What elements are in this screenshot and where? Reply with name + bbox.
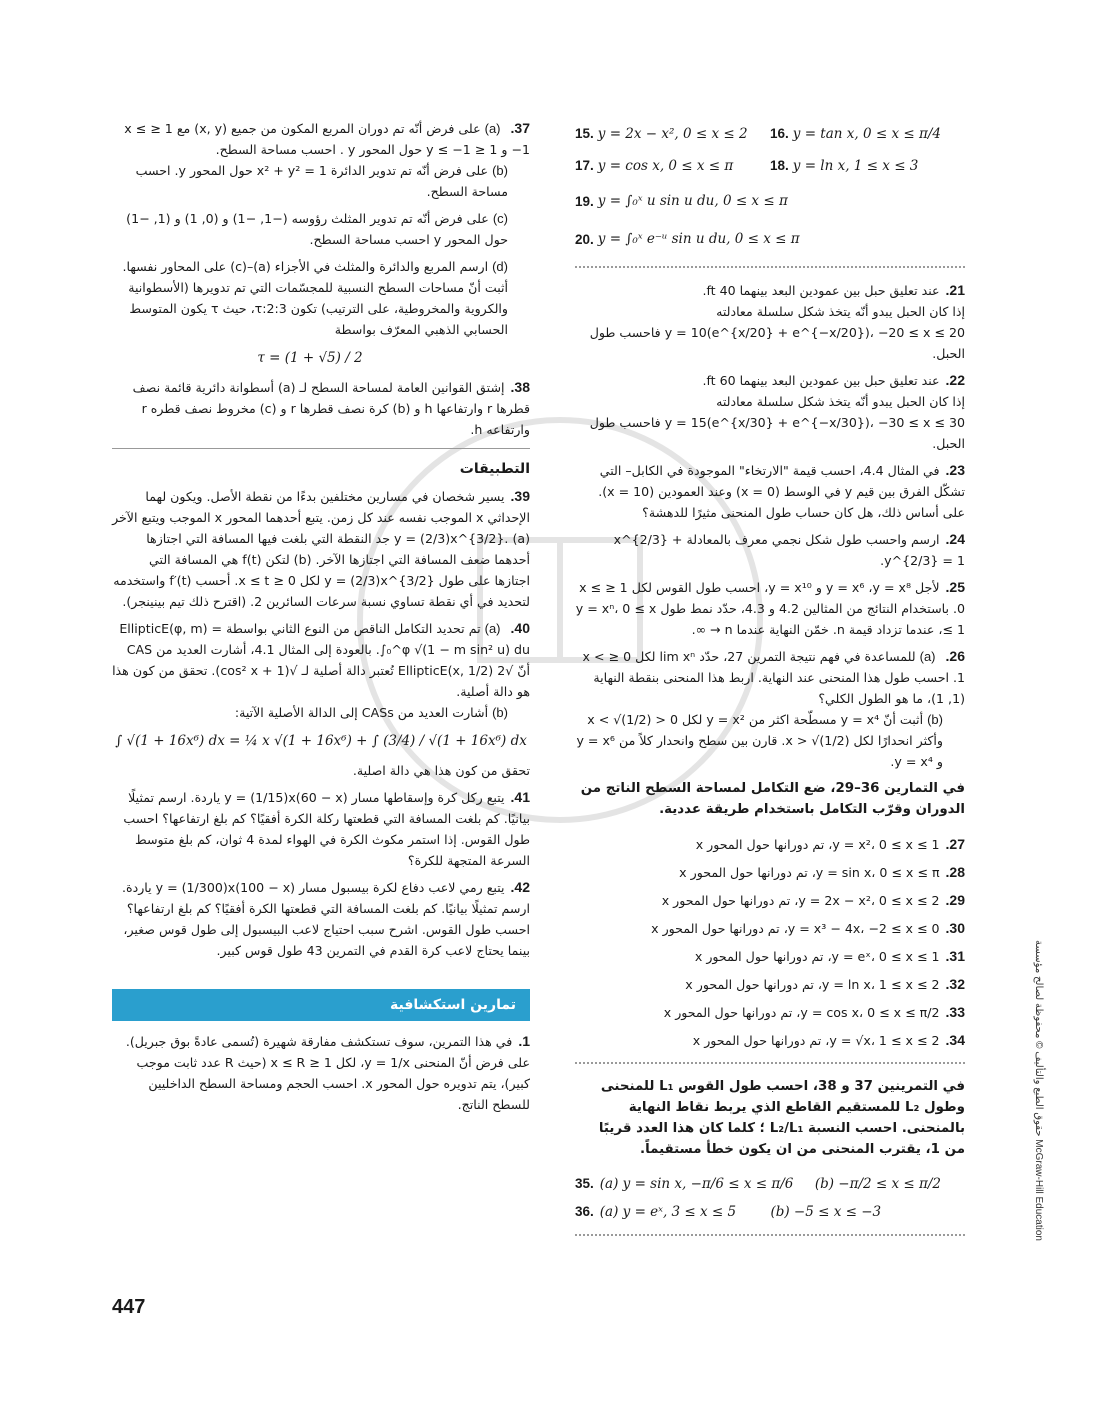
- ex-31-number: 31.: [945, 948, 965, 964]
- left-column: [112, 118, 530, 1121]
- ex-40b-tail: تحقق من كون هذا هي دالة اصلية.: [352, 763, 530, 778]
- ex-21-line-2: إذا كان الحبل يبدو أنّه يتخذ شكل سلسلة معادلته: [716, 304, 965, 319]
- ex-17-number: 17.: [575, 158, 594, 173]
- ex-37c-text: على فرض أنّه تم تدوير المثلث رؤوسه (−1, −1) و (0, 1) و (1, −1) حول المحور y احسب مساحة السطح.: [126, 211, 508, 247]
- exp-1-text: في هذا التمرين، سوف تستكشف مفارقة شهيرة (تُسمى عادةً بوق جبريل). على فرض أنّ المنحنى y = 1/x، لكل 1 ≤ x ≤ R (حيث R عدد ثابت موجب كبير)، يتم تدويره حول المحور x. احسب الحجم ومساحة السطح الداخليين للسطح الناتج.: [125, 1034, 530, 1112]
- eq-row-20: [575, 220, 965, 258]
- instructions-37-38: في التمرينين 37 و 38، احسب طول القوس L₁ للمنحنى وطول L₂ للمستقيم القاطع الذي يربط نقاط النهاية بالمنحنى. احسب النسبة L₂/L₁ ؛ كلما كان هذا العدد قريبًا من 1، يقترب المنحنى من ان يكون خطأ مستقيماً.: [598, 1079, 965, 1157]
- ex-40a-text: تم تحديد التكامل الناقص من النوع الثاني بواسطة EllipticE(φ, m) = ∫₀^φ √(1 − m sin² u) du. بالعودة إلى المثال 4.1، أشارت العديد من CAS أنّ √2 EllipticE(x, 1/2) تُعتبر دالة أصلية لـ √(1 + cos² x). تحقق من كون هذا هو دالة أصلية.: [112, 621, 530, 699]
- ex-16-number: 16.: [770, 126, 789, 141]
- ex-37d-label: (d): [492, 259, 508, 274]
- ex-26b-text: أثبت أنّ y = x⁴ مسطّحة اكثر من y = x² لكل 0 < x < √(1/2) وأكثر انحدارًا لكل x > √(1/2). قارن بين سطح وانحدار كلاً من y = x⁶ و y = x⁴.: [576, 712, 943, 769]
- ex-23-text: في المثال 4.4، احسب قيمة "الارتخاء" الموجودة في الكابل– التي تشكّل الفرق بين قيم y في الوسط (x = 0) وعند العمودين (x = 10). على أساس ذلك، هل كان حساب طول المنحنى مثيرًا للدهشة؟: [598, 463, 965, 520]
- exercise-29: [575, 886, 965, 914]
- exercise-32: [575, 970, 965, 998]
- ex-29-number: 29.: [945, 892, 965, 908]
- ex-25-text: لأجل y = x⁶ ،y = x⁸ و y = x¹⁰، احسب طول القوس لكل 1 ≤ x ≤ 0. باستخدام النتائج من المثالين 4.2 و 4.3، حدّد نمط طول y = xⁿ، 0 ≤ x ≤ 1، عندما تزداد قيمة n. خمّن النهاية عندما n → ∞.: [575, 580, 965, 637]
- exercise-21: [575, 280, 965, 364]
- ex-37c-label: (c): [492, 211, 508, 226]
- ex-18-number: 18.: [770, 158, 789, 173]
- ex-29-text: y = 2x − x²، 0 ≤ x ≤ 2، تم دورانها حول المحور x: [661, 893, 940, 908]
- ex-15-equation: y = 2x − x², 0 ≤ x ≤ 2: [597, 126, 748, 142]
- ex-21-line-1: عند تعليق حبل بين عمودين البعد بينهما 40 ft.: [702, 283, 940, 298]
- exercise-26b: [575, 709, 943, 772]
- ex-37a-text: على فرض أنّه تم دوران المربع المكون من جميع (x, y) مع 1 ≤ x ≤ −1 و 1 ≤ y ≤ −1 حول المحور y . احسب مساحة السطح.: [124, 121, 530, 157]
- ex-24-number: 24.: [945, 531, 965, 547]
- ex-40-number: 40.: [510, 620, 530, 636]
- ex-37-number: 37.: [510, 120, 530, 136]
- ex-22-line-2: إذا كان الحبل يبدو أنّه يتخذ شكل سلسلة معادلته: [716, 394, 965, 409]
- exercise-28: [575, 858, 965, 886]
- exercise-39: [112, 486, 530, 612]
- eq-row-15-16: [575, 118, 965, 150]
- ex-36b-text: (b) −5 ≤ x ≤ −3: [770, 1204, 882, 1220]
- ex-27-text: y = x²، 0 ≤ x ≤ 1، تم دورانها حول المحور x: [695, 837, 940, 852]
- exercise-25: [575, 577, 965, 640]
- exercise-23: [575, 460, 965, 523]
- exercise-37d: [112, 256, 508, 369]
- ex-22-line-1: عند تعليق حبل بين عمودين البعد بينهما 60 ft.: [702, 373, 940, 388]
- ex-28-number: 28.: [945, 864, 965, 880]
- ex-30-number: 30.: [945, 920, 965, 936]
- exercise-22: [575, 370, 965, 454]
- exercise-42: [112, 877, 530, 961]
- ex-19-number: 19.: [575, 193, 594, 209]
- ex-40b-label: (b): [492, 705, 508, 720]
- ex-39-text: يسير شخصان في مسارين مختلفين بدءًا من نقطة الأصل. ويكون لهما الإحداثي x الموجب نفسه عند كل زمن. يتبع أحدهما المحور x الموجب ويتبع الآخر y = (2/3)x^{3/2}. (a) جد النقطة التي بلغت فيها المسافة التي اجتازها أحدهما ضعف المسافة التي اجتازها الآخر. (b) لتكن f(t) هي المسافة التي اجتازها على طول y = (2/3)x^{3/2} لكل 0 ≤ x ≤ t. أحسب f′(t) واستخدمه لتحديد في أي نقطة تساوي نسبة سرعات السائرين 2. (اقترح ذلك تيم بينينجر).: [112, 489, 530, 609]
- ex-35-number: 35.: [575, 1176, 594, 1191]
- ex-32-text: y = ln x، 1 ≤ x ≤ 2، تم دورانها حول المحور x: [685, 977, 940, 992]
- ex-42-text: يتبع رمي لاعب دفاع لكرة بيسبول مسار y = (1/300)x(100 − x) ياردة. ارسم تمثيلًا بيانيًا. كم بلغت المسافة التي قطعتها الكرة أفقيًا؟ كم بلغ ارتفاعها؟ احسب طول القوس. اشرح سبب احتياج لاعب البيسبول إلى طول قوس صغير، بينما يحتاج لاعب كرة القدم في التمرين 43 طول قوس كبير.: [121, 880, 530, 958]
- ex-33-text: y = cos x، 0 ≤ x ≤ π/2، تم دورانها حول المحور x: [663, 1005, 940, 1020]
- ex-41-text: يتبع ركل كرة وإسقاطها مسار y = (1/15)x(60 − x) ياردة. ارسم تمثيلًا بيانيًا. كم بلغت المسافة التي قطعتها ركلة الكرة أفقيًا؟ كم بلغ ارتفاعها؟ احسب طول القوس. إذا استمر مكوث الكرة في الهواء لمدة 4 ثوان، كم بلغ متوسط السرعة المتجهة للكرة؟: [123, 790, 530, 868]
- page-number: 447: [112, 1296, 146, 1318]
- ex-40b-text: أشارت العديد من CASs إلى الدالة الأصلية الآتية:: [234, 705, 489, 720]
- ex-24-text: ارسم واحسب طول شكل نجمي معرف بالمعادلة x^{2/3} + y^{2/3} = 1.: [613, 532, 965, 568]
- exercise-34: [575, 1026, 965, 1054]
- ex-27-number: 27.: [945, 836, 965, 852]
- instructions-29-36: في التمارين 36–29، ضع التكامل لمساحة السطح الناتج من الدوران وقرّب التكامل باستخدام طريقة عددية.: [580, 781, 965, 817]
- ex-34-number: 34.: [945, 1032, 965, 1048]
- dotted-divider: [575, 1062, 965, 1064]
- section-title-applications: التطبيقات: [459, 461, 530, 477]
- ex-33-number: 33.: [945, 1004, 965, 1020]
- ex-36-number: 36.: [575, 1204, 594, 1219]
- exercise-40: [112, 618, 530, 781]
- exercise-26: [575, 646, 965, 772]
- ex-37a-label: (a): [484, 121, 501, 136]
- section-divider: [112, 448, 530, 449]
- exercise-36: [575, 1198, 965, 1226]
- ex-38-number: 38.: [510, 379, 530, 395]
- ex-41-number: 41.: [510, 789, 530, 805]
- ex-20-number: 20.: [575, 231, 594, 247]
- exploratory-exercise-1: [112, 1031, 530, 1115]
- ex-15-number: 15.: [575, 126, 594, 141]
- ex-22-number: 22.: [945, 372, 965, 388]
- ex-21-number: 21.: [945, 282, 965, 298]
- ex-31-text: y = eˣ، 0 ≤ x ≤ 1، تم دورانها حول المحور x: [694, 949, 940, 964]
- ex-19-equation: y = ∫₀ˣ u sin u du, 0 ≤ x ≤ π: [597, 193, 788, 209]
- golden-mean-equation: τ = (1 + √5) / 2: [257, 350, 363, 366]
- ex-35a-text: (a) y = sin x, −π/6 ≤ x ≤ π/6: [599, 1176, 794, 1192]
- ex-36a-text: (a) y = eˣ, 3 ≤ x ≤ 5: [599, 1204, 737, 1220]
- ex-16-equation: y = tan x, 0 ≤ x ≤ π/4: [792, 126, 941, 142]
- exercise-41: [112, 787, 530, 871]
- ex-25-number: 25.: [945, 579, 965, 595]
- ex-23-number: 23.: [945, 462, 965, 478]
- side-credit-text: حقوق الطبع والتأليف © محفوظة لصالح مؤسسة McGraw-Hill Education: [1033, 940, 1044, 1241]
- side-credit: [1030, 940, 1044, 1280]
- ex-32-number: 32.: [945, 976, 965, 992]
- dotted-divider: [575, 1234, 965, 1236]
- ex-37d-text: ارسم المربع والدائرة والمثلث في الأجزاء (a)–(c) على المحاور نفسها. أثبت أنّ مساحات السطح النسبية للمجسّمات التي تم تدويرها (الأسطوانية والكروية والمخروطية، على الترتيب) تكون τ:2:3، حيث τ يكون المتوسط الحسابي الذهبي المعرّف بواسطة: [122, 259, 508, 337]
- ex-26a-label: (a): [919, 649, 936, 664]
- antiderivative-equation: ∫ √(1 + 16x⁶) dx = ¼ x √(1 + 16x⁶) + ∫ (3/4) / √(1 + 16x⁶) dx: [115, 733, 527, 749]
- exercise-37c: [112, 208, 508, 250]
- ex-20-equation: y = ∫₀ˣ e⁻ᵘ sin u du, 0 ≤ x ≤ π: [597, 231, 800, 247]
- exercise-37: [112, 118, 530, 369]
- exercise-35: [575, 1170, 965, 1198]
- right-column: [575, 118, 965, 1248]
- exercise-30: [575, 914, 965, 942]
- ex-26b-label: (b): [927, 712, 943, 727]
- dotted-divider: [575, 266, 965, 268]
- exercise-38: [112, 377, 530, 440]
- exploratory-exercises-banner: تمارين استكشافية: [112, 989, 530, 1021]
- eq-row-19: [575, 182, 965, 220]
- ex-37b-label: (b): [492, 163, 508, 178]
- eq-row-17-18: [575, 150, 965, 182]
- ex-28-text: y = sin x، 0 ≤ x ≤ π، تم دورانها حول المحور x: [679, 865, 940, 880]
- exercise-40b: [112, 702, 508, 723]
- ex-40a-label: (a): [484, 621, 501, 636]
- exercise-24: [575, 529, 965, 571]
- ex-38-text: إشتق القوانين العامة لمساحة السطح لـ (a) أسطوانة دائرية قائمة نصف قطرها r وارتفاعها h و (b) كرة نصف قطرها r و (c) مخروط نصف قطره r وارتفاعه h.: [132, 380, 530, 437]
- ex-22-line-3: y = 15(e^{x/30} + e^{−x/30})، −30 ≤ x ≤ 30 فاحسب طول الحبل.: [589, 415, 965, 451]
- exercise-27: [575, 830, 965, 858]
- ex-26-number: 26.: [945, 648, 965, 664]
- ex-42-number: 42.: [510, 879, 530, 895]
- exercise-37b: [112, 160, 508, 202]
- exp-1-number: 1.: [518, 1033, 530, 1049]
- ex-39-number: 39.: [510, 488, 530, 504]
- ex-26a-text: للمساعدة في فهم نتيجة التمرين 27، حدّد lim xⁿ لكل 0 ≤ x < 1. احسب طول هذا المنحنى عند النهاية. اربط هذا المنحنى بنقطة النهاية (1, 1)، ما هو الطول الكلي؟: [582, 649, 965, 706]
- exercise-31: [575, 942, 965, 970]
- ex-35b-text: (b) −π/2 ≤ x ≤ π/2: [814, 1176, 942, 1192]
- ex-18-equation: y = ln x, 1 ≤ x ≤ 3: [792, 158, 919, 174]
- ex-21-line-3: y = 10(e^{x/20} + e^{−x/20})، −20 ≤ x ≤ 20 فاحسب طول الحبل.: [589, 325, 965, 361]
- ex-17-equation: y = cos x, 0 ≤ x ≤ π: [597, 158, 734, 174]
- ex-30-text: y = x³ − 4x، −2 ≤ x ≤ 0، تم دورانها حول المحور x: [651, 921, 940, 936]
- ex-34-text: y = √x، 1 ≤ x ≤ 2، تم دورانها حول المحور x: [692, 1033, 940, 1048]
- exercise-33: [575, 998, 965, 1026]
- ex-37b-text: على فرض أنّه تم تدوير الدائرة x² + y² = 1 حول المحور y. احسب مساحة السطح.: [135, 163, 508, 199]
